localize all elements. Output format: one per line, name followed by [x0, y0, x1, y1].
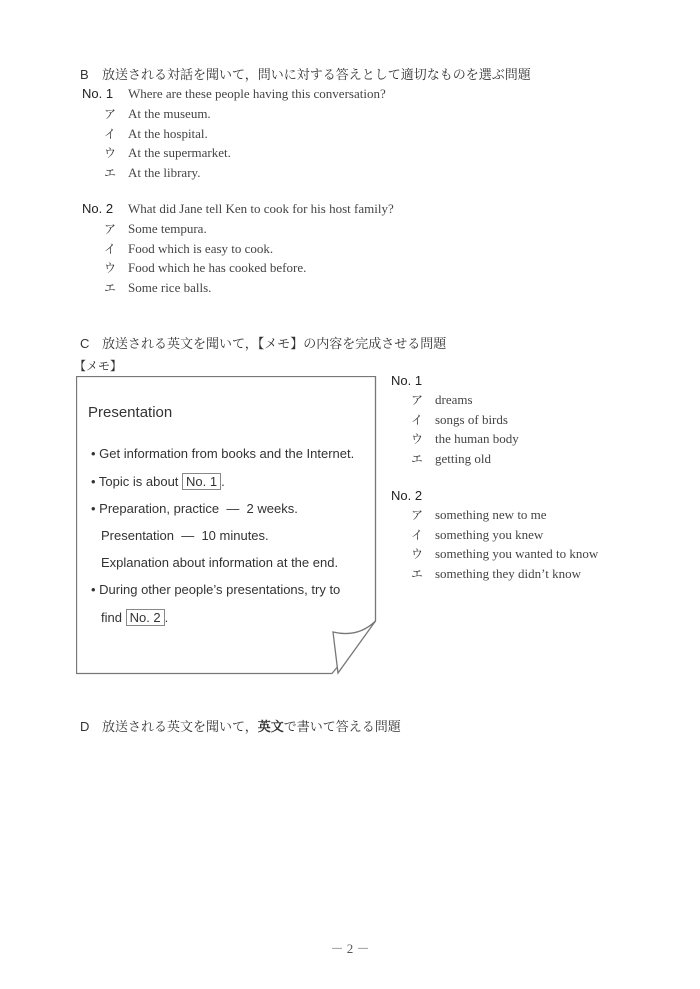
option-item	[411, 525, 598, 545]
option-mark: ウ	[104, 261, 117, 275]
section-b-letter: B	[80, 67, 89, 82]
option-text: At the supermarket.	[128, 145, 231, 160]
option-mark: ウ	[411, 547, 424, 561]
option-mark: イ	[411, 412, 424, 427]
folded-corner-icon	[333, 621, 376, 673]
option-text: getting old	[435, 450, 491, 466]
memo-heading: Presentation	[88, 404, 173, 421]
section-c-heading	[80, 333, 446, 352]
section-d-title-emphasis: 英文	[257, 719, 284, 734]
option-text: something you knew	[435, 526, 544, 542]
question-text: What did Jane tell Ken to cook for his host family?	[128, 201, 394, 216]
memo-line	[91, 473, 225, 490]
section-d-title-end: で書いて答える問題	[283, 719, 401, 734]
option-mark: ウ	[104, 146, 117, 160]
option-mark: エ	[104, 165, 117, 180]
option-mark: エ	[411, 451, 424, 466]
section-c-letter: C	[80, 336, 90, 351]
memo-line: Explanation about information at the end.	[101, 555, 339, 570]
option-item	[411, 429, 519, 449]
option-item	[104, 104, 386, 124]
option-text: something you wanted to know	[435, 546, 599, 561]
memo-card	[76, 376, 376, 674]
option-text: At the museum.	[128, 106, 211, 121]
option-item	[411, 410, 519, 430]
question-number: No. 2	[82, 201, 114, 216]
question-text: Where are these people having this conversation?	[128, 86, 386, 101]
option-mark: ア	[104, 107, 117, 121]
option-text: something they didn’t know	[435, 565, 582, 581]
section-b-heading	[80, 64, 531, 83]
memo-line	[101, 609, 168, 626]
option-item	[104, 143, 386, 163]
option-text: At the hospital.	[128, 125, 208, 141]
option-text: Food which is easy to cook.	[128, 240, 274, 256]
option-text: Food which he has cooked before.	[128, 260, 307, 275]
memo-line-punct: .	[221, 474, 225, 489]
option-text: Some tempura.	[128, 221, 207, 236]
option-mark: ア	[104, 222, 117, 236]
option-mark: ア	[411, 393, 424, 407]
option-item	[411, 544, 598, 564]
blank-no2-box: No. 2	[126, 609, 165, 626]
question-number: No. 1	[391, 373, 423, 388]
section-d-letter: D	[80, 719, 90, 734]
option-text: something new to me	[435, 507, 547, 522]
blank-no1-box: No. 1	[182, 473, 221, 490]
option-mark: イ	[411, 527, 424, 542]
section-d-title: 放送される英文を聞いて，	[102, 719, 258, 734]
section-c-question-1	[391, 371, 519, 468]
question-number: No. 1	[82, 86, 114, 101]
section-c-question-2	[391, 486, 598, 583]
option-text: the human body	[435, 431, 519, 446]
option-item	[104, 278, 394, 298]
memo-line-punct: .	[164, 610, 169, 625]
question-number: No. 2	[391, 488, 423, 503]
option-text: dreams	[435, 392, 473, 407]
option-item	[411, 505, 598, 525]
memo-line: • Preparation, practice — 2 weeks.	[91, 501, 298, 516]
memo-line: Presentation — 10 minutes.	[101, 528, 269, 543]
section-b-title: 放送される対話を聞いて，問いに対する答えとして適切なものを選ぶ問題	[102, 67, 531, 82]
page-number: － 2 －	[330, 941, 370, 956]
memo-line-text: find	[101, 610, 126, 625]
option-mark: ア	[411, 508, 424, 522]
option-item	[411, 390, 519, 410]
option-mark: イ	[104, 126, 117, 141]
option-item	[104, 163, 386, 183]
option-item	[411, 449, 519, 469]
option-text: At the library.	[128, 164, 201, 180]
memo-line-text: • Topic is about	[91, 474, 183, 489]
section-d-heading	[80, 716, 401, 735]
option-mark: エ	[104, 280, 117, 295]
memo-line: • During other people’s presentations, try to	[91, 582, 341, 597]
option-item	[104, 239, 394, 259]
option-mark: エ	[411, 566, 424, 581]
memo-border-shape	[76, 376, 378, 676]
option-mark: ウ	[411, 432, 424, 446]
section-c-title: 放送される英文を聞いて，【メモ】の内容を完成させる問題	[102, 336, 447, 351]
section-b-question-1	[82, 84, 386, 182]
section-b-question-2	[82, 199, 394, 297]
option-item	[411, 564, 598, 584]
option-text: songs of birds	[435, 411, 508, 427]
memo-line: • Get information from books and the Internet.	[91, 446, 355, 461]
option-item	[104, 124, 386, 144]
option-item	[104, 219, 394, 239]
option-item	[104, 258, 394, 278]
memo-label: 【メモ】	[74, 359, 123, 373]
option-mark: イ	[104, 241, 117, 256]
option-text: Some rice balls.	[128, 279, 212, 295]
